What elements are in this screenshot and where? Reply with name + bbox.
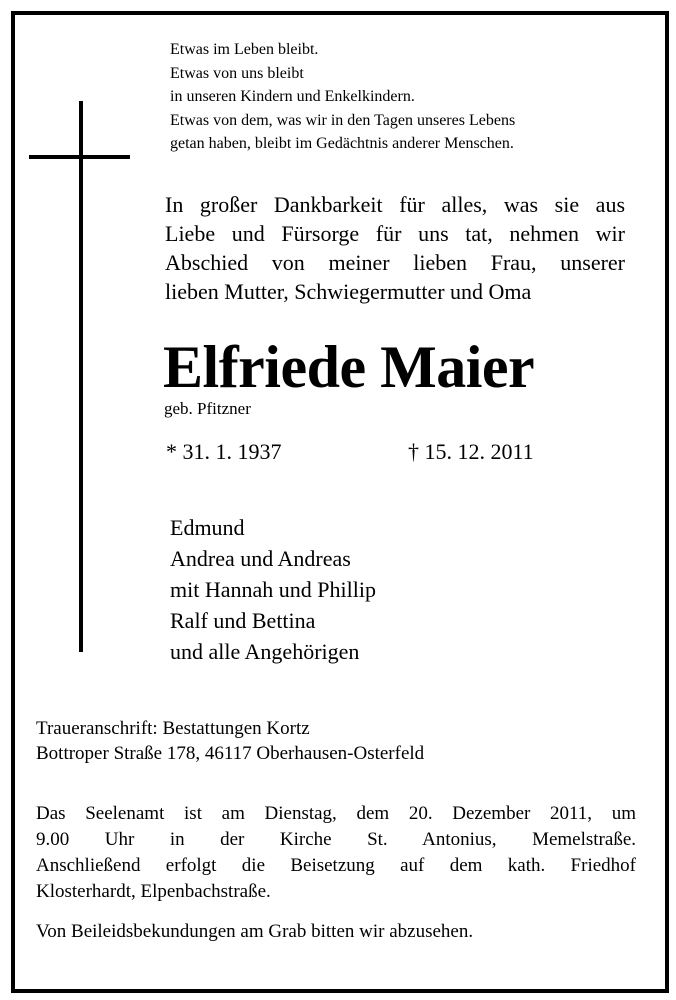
condolence-note: Von Beileidsbekundungen am Grab bitten wir abzusehen. — [36, 921, 474, 942]
poem-line: getan haben, bleibt im Gedächtnis anderer Menschen. — [170, 135, 514, 152]
service-line: Klosterhardt, Elpenbachstraße. — [36, 881, 271, 902]
address-line: Traueranschrift: Bestattungen Kortz — [36, 718, 310, 739]
service-line: 9.00 Uhr in der Kirche St. Antonius, Memelstraße. — [36, 829, 636, 850]
birth-name: geb. Pfitzner — [164, 399, 251, 418]
farewell-line: Abschied von meiner lieben Frau, unserer — [165, 250, 625, 275]
death-date: † 15. 12. 2011 — [408, 439, 534, 464]
mourners-list — [170, 512, 376, 667]
service-details — [36, 801, 636, 905]
birth-date: * 31. 1. 1937 — [166, 439, 282, 464]
mourning-address — [36, 716, 424, 766]
mourner-entry: mit Hannah und Phillip — [170, 577, 376, 602]
poem-line: Etwas im Leben bleibt. — [170, 41, 319, 58]
farewell-line: lieben Mutter, Schwiegermutter und Oma — [165, 279, 532, 304]
mourner-entry: Edmund — [170, 515, 245, 540]
deceased-name: Elfriede Maier — [163, 334, 535, 400]
poem-line: in unseren Kindern und Enkelkindern. — [170, 88, 415, 105]
mourner-entry: Ralf und Bettina — [170, 608, 316, 633]
service-line: Das Seelenamt ist am Dienstag, dem 20. Dezember 2011, um — [36, 803, 636, 824]
mourner-entry: Andrea und Andreas — [170, 546, 351, 571]
mourner-entry: und alle Angehörigen — [170, 639, 360, 664]
poem-line: Etwas von uns bleibt — [170, 64, 304, 82]
farewell-line: Liebe und Fürsorge für uns tat, nehmen wir — [165, 221, 625, 246]
cross-horizontal-bar — [29, 155, 130, 159]
address-line: Bottroper Straße 178, 46117 Oberhausen-Osterfeld — [36, 743, 425, 764]
cross-vertical-bar — [79, 101, 83, 652]
farewell-text — [165, 190, 625, 306]
service-line: Anschließend erfolgt die Beisetzung auf dem kath. Friedhof — [36, 855, 636, 876]
memorial-poem — [170, 38, 515, 156]
poem-line: Etwas von dem, was wir in den Tagen unseres Lebens — [170, 111, 516, 129]
farewell-line: In großer Dankbarkeit für alles, was sie aus — [165, 192, 625, 217]
